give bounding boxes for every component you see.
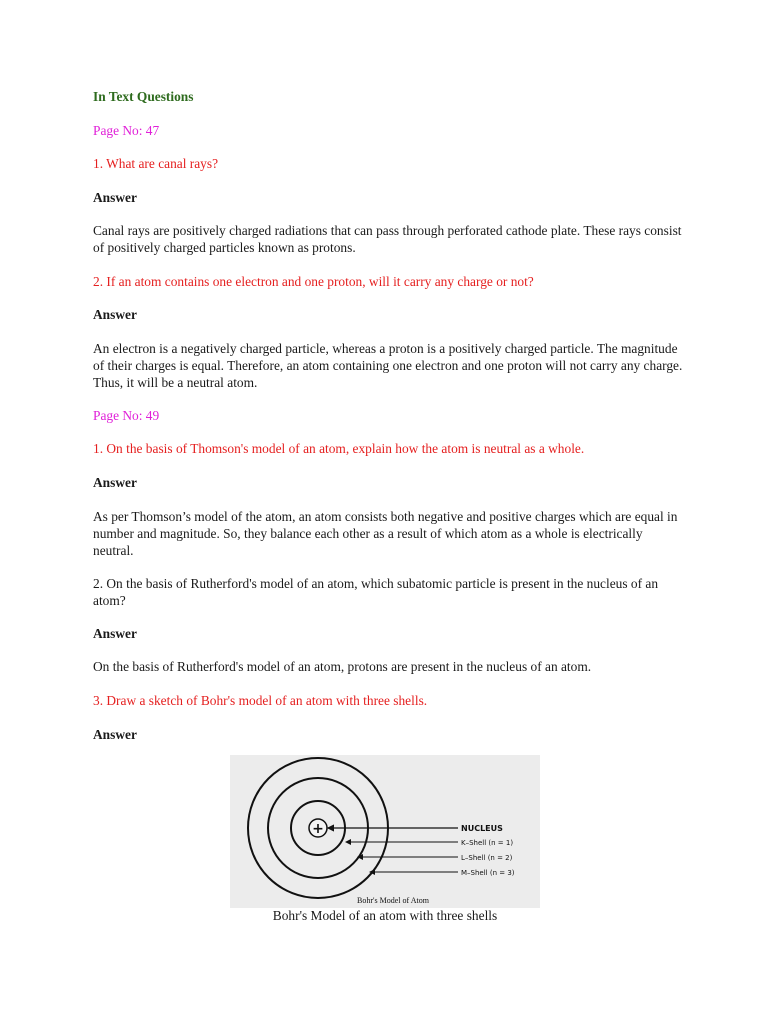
question-rutherford-model: 2. On the basis of Rutherford's model of an atom, which subatomic particle is present in the nucleus of an atom? [93, 576, 659, 608]
nucleus-label: NUCLEUS [461, 824, 503, 833]
answer-thomson-model: As per Thomson’s model of the atom, an atom consists both negative and positive charges which are equal in number and magnitude. So, they balance each other as a result of which atom as a whole is electrically neutral. [93, 509, 678, 558]
page-number-label: Page No: 49 [93, 408, 160, 423]
bohr-model-figure [230, 755, 540, 908]
question-bohr-model: 3. Draw a sketch of Bohr's model of an atom with three shells. [93, 693, 428, 708]
answer-electron-proton: An electron is a negatively charged particle, whereas a proton is a positively charged particle. The magnitude of their charges is equal. Therefore, an atom containing one electron and one proton will not carry any charge. Thus, it will be a neutral atom. [93, 341, 683, 390]
bohr-model-diagram [230, 755, 540, 908]
answer-label: Answer [93, 475, 137, 490]
nucleus-symbol: + [312, 821, 324, 837]
answer-canal-rays: Canal rays are positively charged radiations that can pass through perforated cathode plate. These rays consist of positively charged particles known as protons. [93, 223, 682, 255]
answer-rutherford-model: On the basis of Rutherford's model of an atom, protons are present in the nucleus of an atom. [93, 659, 592, 674]
answer-label: Answer [93, 190, 137, 205]
figure-inner-caption: Bohr's Model of Atom [357, 896, 429, 905]
question-thomson-model: 1. On the basis of Thomson's model of an atom, explain how the atom is neutral as a whole. [93, 441, 585, 456]
l-shell-label: L–Shell (n = 2) [461, 854, 513, 862]
answer-label: Answer [93, 307, 137, 322]
page-number-label: Page No: 47 [93, 123, 160, 138]
k-shell-label: K–Shell (n = 1) [461, 839, 514, 847]
figure-caption: Bohr's Model of an atom with three shells [272, 908, 498, 923]
answer-label: Answer [93, 727, 137, 742]
question-electron-proton: 2. If an atom contains one electron and one proton, will it carry any charge or not? [93, 274, 534, 289]
question-canal-rays: 1. What are canal rays? [93, 156, 219, 171]
section-heading: In Text Questions [93, 89, 194, 104]
m-shell-label: M–Shell (n = 3) [461, 869, 515, 877]
answer-label: Answer [93, 626, 137, 641]
